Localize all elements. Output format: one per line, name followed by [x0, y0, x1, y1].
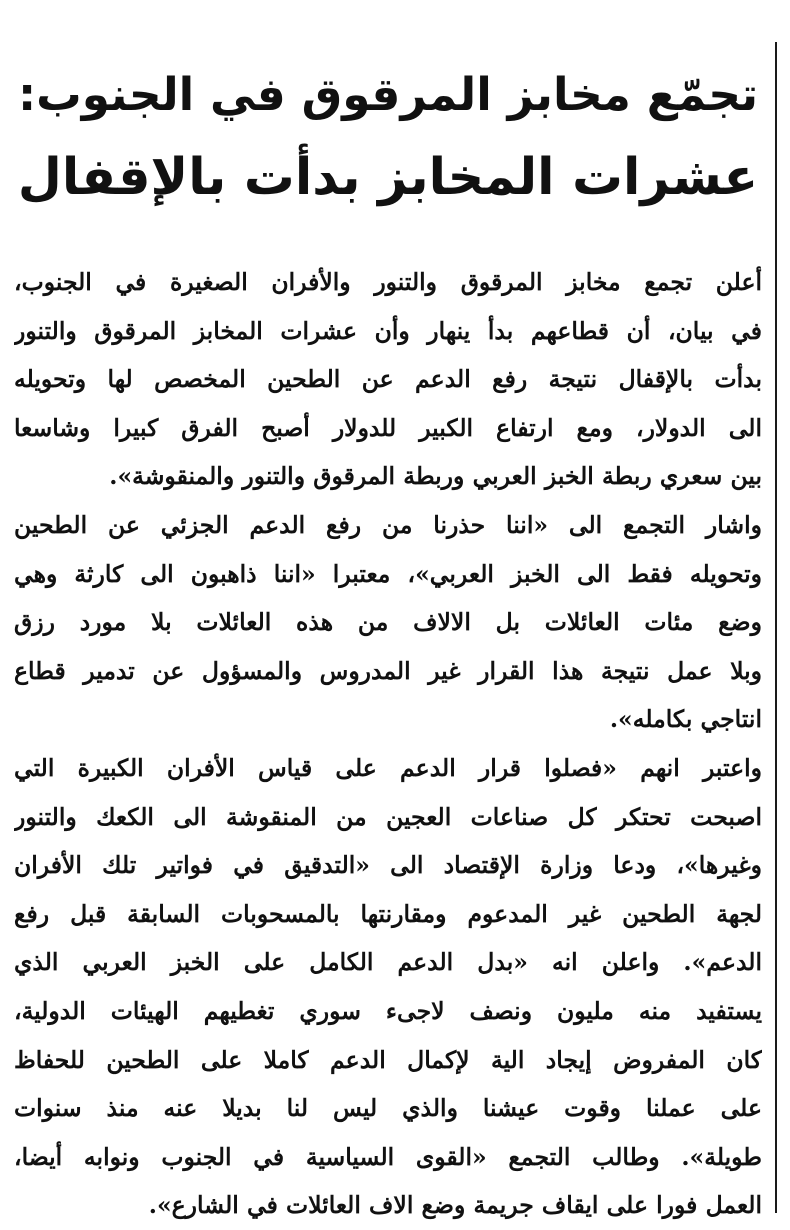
text-line: يستفيد منه مليون ونصف لاجىء سوري تغطيهم الهيئات الدولية، [14, 996, 762, 1025]
article-paragraph [14, 258, 762, 501]
article-paragraph [14, 501, 762, 744]
article-paragraph [14, 744, 762, 1230]
text-line: طويلة». وطالب التجمع «القوى السياسية في الجنوب ونوابه أيضا، [14, 1142, 762, 1171]
text-line: وضع مئات العائلات بل الالاف من هذه العائلات بلا مورد رزق [14, 608, 762, 637]
text-line: وبلا عمل نتيجة هذا القرار غير المدروس والمسؤول عن تدمير قطاع [14, 656, 762, 685]
column-divider [775, 42, 777, 1213]
text-line: الدعم». واعلن انه «بدل الدعم الكامل على الخبز العربي الذي [14, 948, 762, 977]
headline-line: تجمّع مخابز المرقوق في الجنوب: [17, 68, 759, 121]
text-line: انتاجي بكامله». [609, 705, 762, 734]
text-line: أعلن تجمع مخابز المرقوق والتنور والأفران الصغيرة في الجنوب، [14, 268, 762, 296]
text-line: العمل فورا على ايقاف جريمة وضع الاف العائلات في الشارع». [148, 1191, 762, 1220]
text-line: اصبحت تحتكر كل صناعات العجين من المنقوشة الى الكعك والتنور [14, 802, 762, 831]
text-line: بدأت بالإقفال نتيجة رفع الدعم عن الطحين المخصص لها وتحويله [14, 365, 762, 394]
article-headline [14, 54, 762, 218]
text-line: في بيان، أن قطاعهم بدأ ينهار وأن عشرات المخابز المرقوق والتنور [14, 316, 762, 345]
text-line: على عملنا وقوت عيشنا والذي ليس لنا بديلا عنه منذ سنوات [14, 1094, 762, 1123]
text-line: الى الدولار، ومع ارتفاع الكبير للدولار أصبح الفرق كبيرا وشاسعا [14, 413, 762, 442]
text-line: وغيرها»، ودعا وزارة الإقتصاد الى «التدقيق في فواتير تلك الأفران [14, 851, 762, 880]
text-line: بين سعري ربطة الخبز العربي وربطة المرقوق والتنور والمنقوشة». [109, 462, 762, 491]
text-line: كان المفروض إيجاد الية لإكمال الدعم كاملا على الطحين للحفاظ [14, 1045, 762, 1074]
headline-line: عشرات المخابز بدأت بالإقفال [17, 147, 759, 206]
text-line: لجهة الطحين غير المدعوم ومقارنتها بالمسحوبات السابقة قبل رفع [14, 899, 762, 928]
text-line: واعتبر انهم «فصلوا قرار الدعم على قياس الأفران الكبيرة التي [14, 753, 762, 782]
news-article [14, 54, 762, 1230]
text-line: وتحويله فقط الى الخبز العربي»، معتبرا «اننا ذاهبون الى كارثة وهي [14, 559, 762, 588]
text-line: واشار التجمع الى «اننا حذرنا من رفع الدعم الجزئي عن الطحين [14, 510, 762, 539]
article-body [14, 258, 762, 1230]
